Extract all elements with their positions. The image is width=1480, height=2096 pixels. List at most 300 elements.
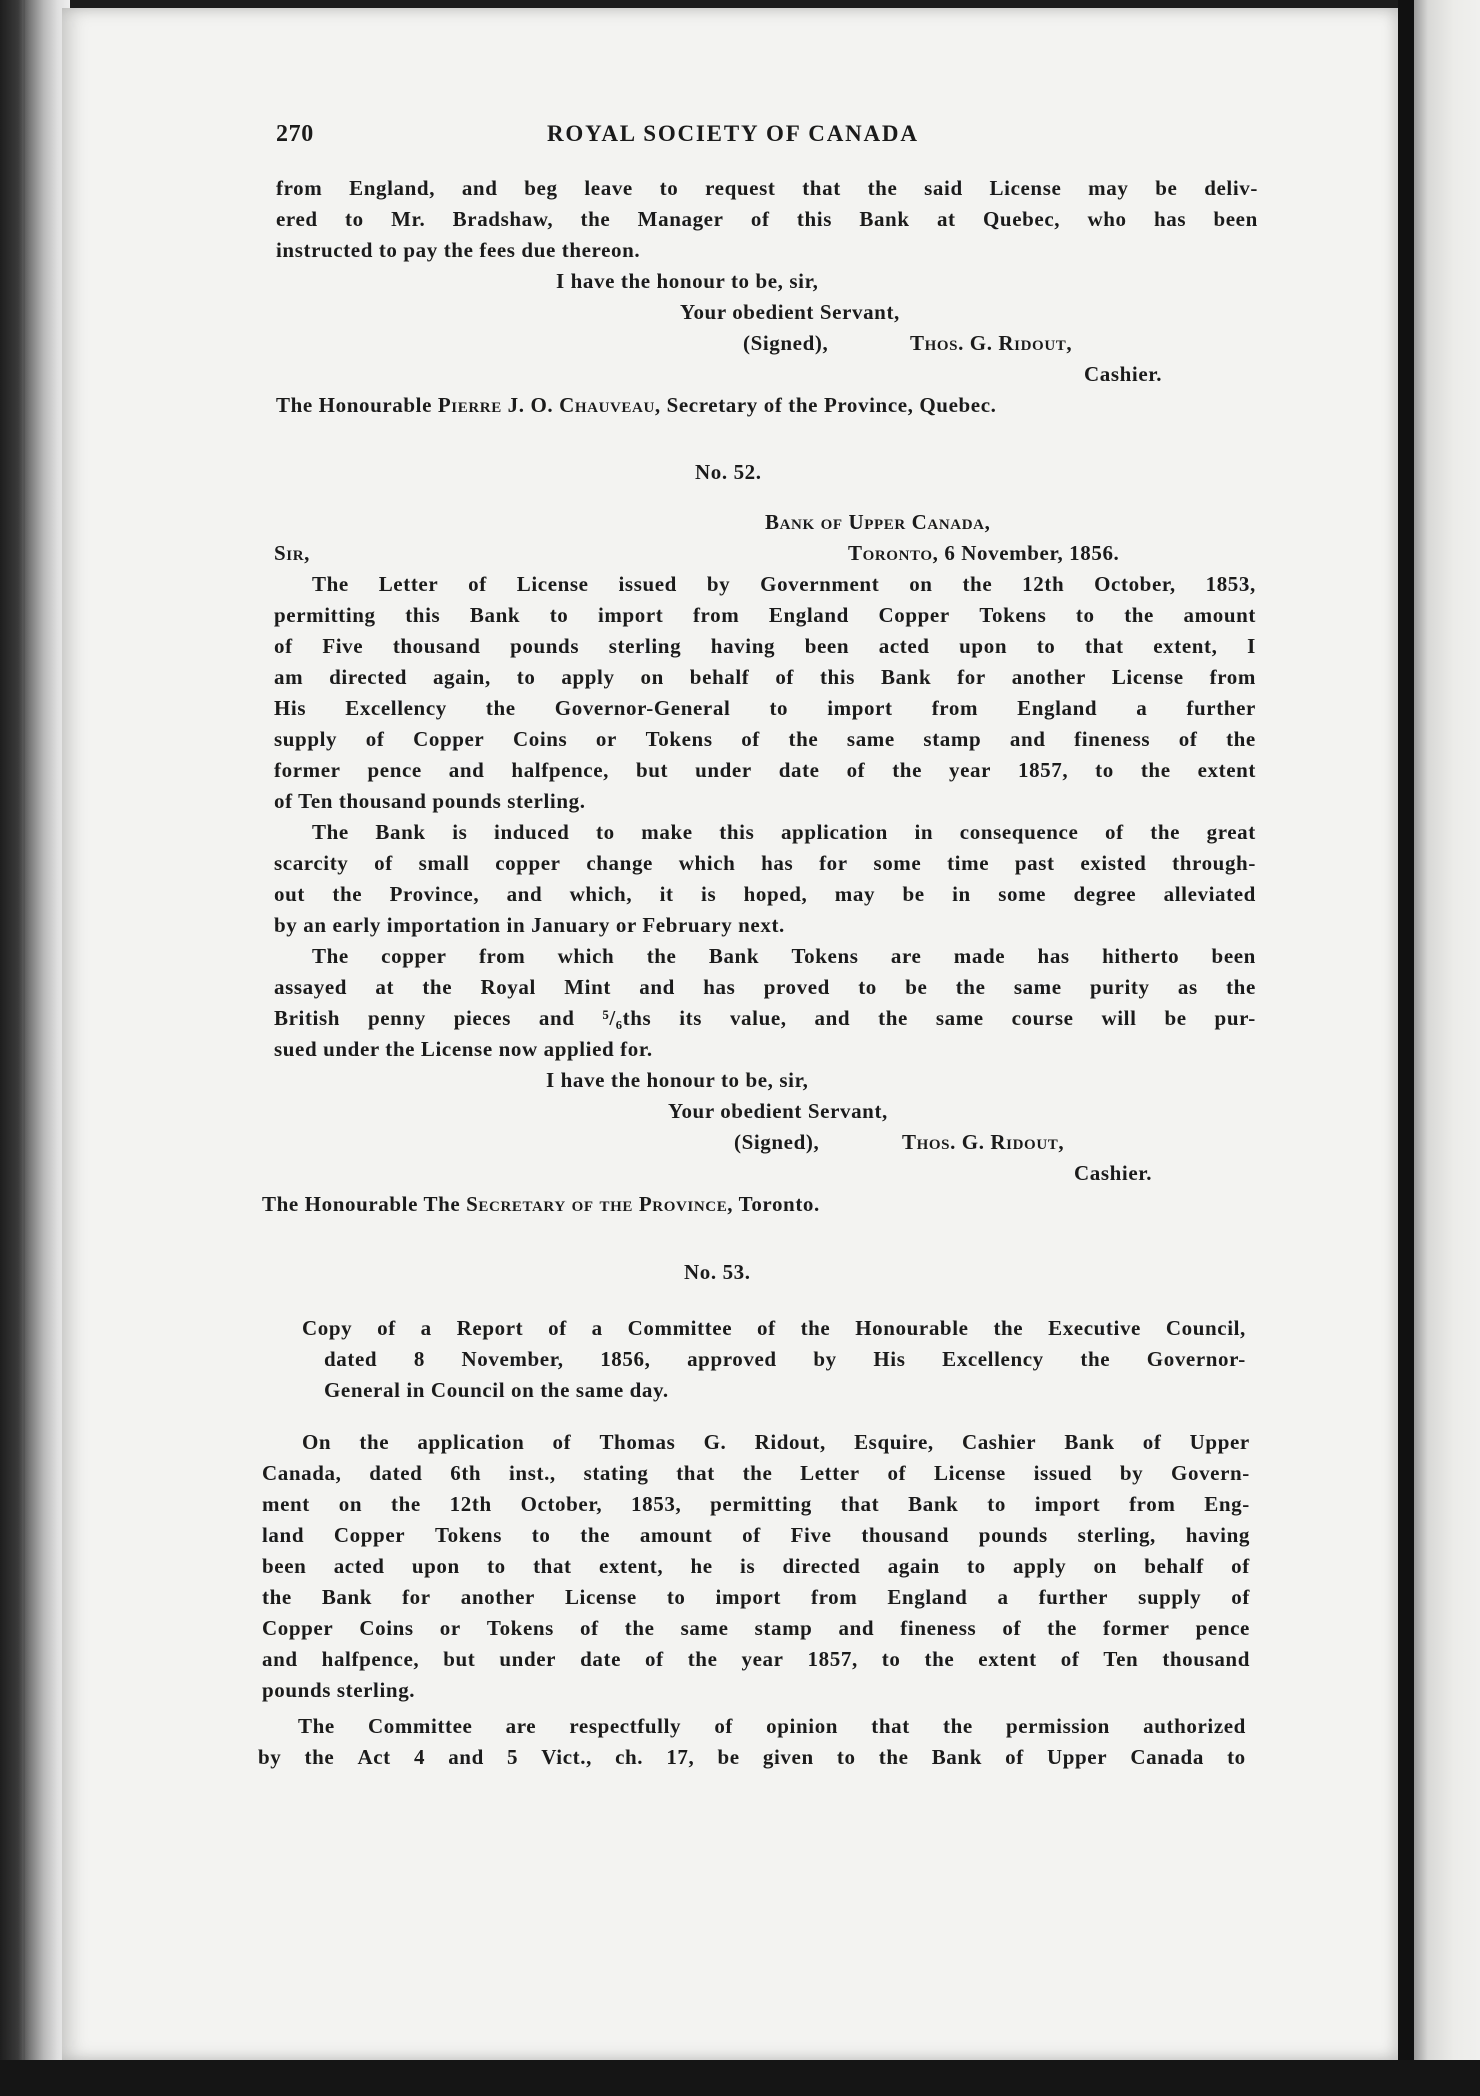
- addressee-prefix: The Honourable: [276, 393, 433, 417]
- word: Province,: [389, 882, 480, 906]
- text-line: [262, 1583, 1250, 1611]
- servant-line: Your obedient Servant,: [680, 300, 900, 324]
- word: the: [867, 176, 898, 200]
- word: that: [840, 1492, 880, 1516]
- word: extent: [978, 1647, 1037, 1671]
- word: which: [557, 944, 615, 968]
- text-line: [312, 942, 1256, 970]
- word: from: [931, 696, 979, 720]
- word: authorized: [1143, 1714, 1246, 1738]
- word: proved: [763, 975, 830, 999]
- word: of: [742, 1523, 761, 1547]
- word: 5: [507, 1745, 519, 1769]
- word: thousand: [392, 634, 481, 658]
- word: November,: [461, 1347, 564, 1371]
- facing-page-edge: [1414, 0, 1480, 2096]
- word: Esquire,: [854, 1430, 934, 1454]
- word: having: [710, 634, 776, 658]
- word: 12th: [1022, 572, 1065, 596]
- word: make: [641, 820, 693, 844]
- word: is: [452, 820, 468, 844]
- word: to: [1036, 634, 1056, 658]
- word: consequence: [959, 820, 1079, 844]
- word: Bank: [931, 1745, 982, 1769]
- word: His: [274, 696, 307, 720]
- word: from: [478, 944, 526, 968]
- word: ch.: [615, 1745, 644, 1769]
- word: directed: [329, 665, 408, 689]
- word: British: [274, 1006, 341, 1030]
- word: some: [998, 882, 1047, 906]
- word: of: [1178, 727, 1198, 751]
- word: on: [338, 1492, 363, 1516]
- word: Bank: [1064, 1430, 1115, 1454]
- word: the: [391, 1492, 421, 1516]
- word: of: [377, 1316, 396, 1340]
- text-line: [274, 756, 1256, 784]
- word: application: [417, 1430, 525, 1454]
- text-line: [274, 663, 1256, 691]
- word: 4: [413, 1745, 426, 1769]
- word: at: [936, 207, 956, 231]
- word: upon: [959, 634, 1008, 658]
- word: the: [924, 1647, 955, 1671]
- word: the: [942, 1714, 973, 1738]
- word: stamp: [754, 1616, 813, 1640]
- word: Bradshaw,: [452, 207, 554, 231]
- word: by: [1119, 1461, 1144, 1485]
- word: to: [769, 696, 789, 720]
- word: has: [703, 975, 736, 999]
- word: The: [312, 820, 349, 844]
- word: be: [717, 1745, 740, 1769]
- text-line: by an early importation in January or February next.: [274, 913, 785, 937]
- word: thousand: [1162, 1647, 1250, 1671]
- addressee-name: Secretary of the Province,: [466, 1192, 734, 1216]
- word: some: [873, 851, 922, 875]
- word: the: [1047, 1616, 1077, 1640]
- word: land: [262, 1523, 305, 1547]
- word: Governor-: [1146, 1347, 1246, 1371]
- signatory-title: Cashier.: [1084, 362, 1163, 386]
- word: of: [750, 207, 770, 231]
- word: Royal: [480, 975, 536, 999]
- word: to: [1075, 603, 1095, 627]
- word: On: [302, 1430, 332, 1454]
- report-heading-line: [302, 1314, 1246, 1342]
- word: former: [274, 758, 341, 782]
- word: Tokens: [791, 944, 859, 968]
- word: and: [538, 1006, 575, 1030]
- word: the: [580, 207, 611, 231]
- word: application: [780, 820, 888, 844]
- word: the: [624, 1616, 655, 1640]
- word: His: [873, 1347, 906, 1371]
- word: to: [987, 1492, 1006, 1516]
- text-line: [262, 1552, 1250, 1580]
- word: 17,: [666, 1745, 695, 1769]
- word: of: [374, 851, 393, 875]
- word: to: [666, 1585, 686, 1609]
- word: the: [646, 944, 677, 968]
- institution-name: Bank of Upper Canada,: [765, 510, 991, 534]
- word: of: [645, 1647, 664, 1671]
- text-line: [262, 1459, 1250, 1487]
- text-line: [312, 818, 1256, 846]
- word: again: [887, 1554, 940, 1578]
- word: pounds: [510, 634, 580, 658]
- text-line: [258, 1743, 1246, 1771]
- word: the: [742, 1461, 773, 1485]
- word: apply: [561, 665, 615, 689]
- word: Upper: [1189, 1430, 1250, 1454]
- signatory-name: Thos. G. Ridout,: [902, 1130, 1065, 1154]
- word: be: [902, 882, 925, 906]
- word: of: [365, 727, 385, 751]
- word: been: [804, 634, 850, 658]
- word: date: [580, 1647, 621, 1671]
- word: Honourable: [855, 1316, 969, 1340]
- word: the: [878, 1006, 908, 1030]
- word: induced: [494, 820, 570, 844]
- word: are: [890, 944, 922, 968]
- word: Vict.,: [541, 1745, 592, 1769]
- word: year: [741, 1647, 784, 1671]
- word: deliv-: [1204, 176, 1258, 200]
- word: the: [1150, 820, 1181, 844]
- word: assayed: [274, 975, 348, 999]
- word: from: [810, 1585, 858, 1609]
- text-line: instructed to pay the fees due thereon.: [276, 238, 641, 262]
- word: and: [506, 882, 543, 906]
- word: Govern-: [1171, 1461, 1250, 1485]
- word: value,: [729, 1006, 787, 1030]
- word: to: [858, 975, 877, 999]
- word: Excellency: [345, 696, 447, 720]
- word: but: [443, 1647, 476, 1671]
- word: pence: [367, 758, 422, 782]
- word: of: [1231, 1554, 1250, 1578]
- word: from: [1209, 665, 1256, 689]
- word: a: [591, 1316, 603, 1340]
- word: I: [1247, 634, 1256, 658]
- word: under: [695, 758, 752, 782]
- word: and: [814, 1006, 851, 1030]
- page-gutter: [1398, 0, 1414, 2096]
- word: has: [1037, 944, 1070, 968]
- word: and: [1009, 727, 1046, 751]
- word: are: [505, 1714, 537, 1738]
- word: 1857,: [807, 1647, 858, 1671]
- word: issued: [1033, 1461, 1093, 1485]
- word: to: [881, 1647, 901, 1671]
- word: has: [1153, 207, 1187, 231]
- word: the: [1226, 727, 1256, 751]
- word: same: [1013, 975, 1062, 999]
- text-line: [274, 880, 1256, 908]
- word: of: [1060, 1647, 1080, 1671]
- word: Mint: [564, 975, 611, 999]
- word: of: [1005, 1745, 1024, 1769]
- word: Letter: [378, 572, 439, 596]
- word: another: [460, 1585, 535, 1609]
- word: the: [580, 1523, 611, 1547]
- word: behalf: [1144, 1554, 1204, 1578]
- word: pounds: [978, 1523, 1048, 1547]
- dateline-place: Toronto,: [848, 541, 939, 565]
- word: import: [715, 1585, 781, 1609]
- word: this: [719, 820, 755, 844]
- word: Council,: [1165, 1316, 1246, 1340]
- word: this: [405, 603, 441, 627]
- word: the: [955, 975, 986, 999]
- salutation: Sir,: [274, 541, 310, 565]
- word: ered: [276, 207, 318, 231]
- word: issued: [618, 572, 677, 596]
- word: and: [448, 758, 485, 782]
- word: has: [761, 851, 794, 875]
- word: of: [775, 665, 795, 689]
- word: dated: [324, 1347, 378, 1371]
- word: England: [887, 1585, 968, 1609]
- word: am: [274, 665, 304, 689]
- word: extent: [1197, 758, 1256, 782]
- word: 1856,: [600, 1347, 651, 1371]
- dateline-date: 6 November, 1856.: [944, 541, 1120, 565]
- text-line: [276, 174, 1258, 202]
- word: be: [1164, 1006, 1187, 1030]
- report-heading-line: General in Council on the same day.: [324, 1378, 669, 1402]
- word: Committee: [627, 1316, 733, 1340]
- word: from: [692, 603, 740, 627]
- word: G.: [703, 1430, 727, 1454]
- word: to: [531, 1523, 551, 1547]
- word: extent,: [1153, 634, 1218, 658]
- word: to: [1095, 758, 1114, 782]
- text-line: [274, 849, 1256, 877]
- word: Committee: [367, 1714, 473, 1738]
- word: to: [516, 665, 536, 689]
- word: past: [1014, 851, 1055, 875]
- word: of: [552, 1430, 572, 1454]
- word: of: [757, 1316, 776, 1340]
- text-line: [312, 570, 1256, 598]
- word: Bank: [859, 207, 910, 231]
- text-line: [274, 725, 1256, 753]
- word: Cashier: [961, 1430, 1037, 1454]
- word: ⁵/₆ths: [602, 1006, 652, 1030]
- word: of: [1142, 1430, 1162, 1454]
- addressee-line: [262, 1190, 820, 1218]
- word: Executive: [1048, 1316, 1141, 1340]
- signed-label: (Signed),: [743, 331, 829, 355]
- dateline: [848, 539, 1119, 567]
- word: stamp: [923, 727, 982, 751]
- word: purity: [1090, 975, 1150, 999]
- closing-line: I have the honour to be, sir,: [546, 1068, 809, 1092]
- word: Bank: [321, 1585, 373, 1609]
- word: existed: [1080, 851, 1147, 875]
- word: of: [887, 1461, 907, 1485]
- word: this: [796, 207, 832, 231]
- word: Copper: [333, 1523, 406, 1547]
- word: dated: [369, 1461, 423, 1485]
- word: of: [741, 727, 760, 751]
- word: Government: [760, 572, 880, 596]
- word: Letter: [800, 1461, 860, 1485]
- word: the: [359, 1430, 390, 1454]
- word: of: [1231, 1585, 1250, 1609]
- text-line: [262, 1490, 1250, 1518]
- word: having: [1185, 1523, 1250, 1547]
- word: of: [548, 1316, 567, 1340]
- word: Coins: [359, 1616, 414, 1640]
- word: by: [706, 572, 731, 596]
- word: by: [258, 1745, 282, 1769]
- text-line: [274, 632, 1256, 660]
- servant-line: Your obedient Servant,: [668, 1099, 888, 1123]
- word: may: [834, 882, 876, 906]
- book-page: [62, 8, 1398, 2060]
- word: that: [1085, 634, 1124, 658]
- word: Tokens: [645, 727, 713, 751]
- word: respectfully: [569, 1714, 682, 1738]
- word: to: [487, 1554, 506, 1578]
- word: hoped,: [743, 882, 808, 906]
- word: on: [640, 665, 664, 689]
- word: is: [701, 882, 717, 906]
- word: import: [827, 696, 893, 720]
- word: the: [878, 1745, 909, 1769]
- word: Upper: [1046, 1745, 1108, 1769]
- word: approved: [687, 1347, 777, 1371]
- word: The: [312, 572, 349, 596]
- word: ment: [262, 1492, 310, 1516]
- word: sterling,: [1077, 1523, 1156, 1547]
- word: the: [485, 696, 516, 720]
- word: the: [962, 572, 993, 596]
- word: leave: [584, 176, 633, 200]
- word: the: [1140, 758, 1171, 782]
- word: Ridout,: [754, 1430, 826, 1454]
- word: given: [762, 1745, 814, 1769]
- word: the: [1226, 975, 1256, 999]
- word: to: [659, 176, 679, 200]
- word: which: [678, 851, 736, 875]
- word: Coins: [512, 727, 568, 751]
- addressee-suffix: Toronto.: [738, 1192, 820, 1216]
- word: England: [768, 603, 849, 627]
- word: that: [802, 176, 841, 200]
- closing-line: I have the honour to be, sir,: [556, 269, 819, 293]
- addressee-name: Pierre J. O. Chauveau,: [437, 393, 661, 417]
- running-title: ROYAL SOCIETY OF CANADA: [547, 121, 919, 146]
- word: fineness: [900, 1616, 977, 1640]
- word: further: [1186, 696, 1256, 720]
- word: amount: [639, 1523, 713, 1547]
- word: for: [957, 665, 986, 689]
- word: 12th: [449, 1492, 492, 1516]
- scan-bottom-edge: [0, 2060, 1480, 2096]
- word: another: [1011, 665, 1086, 689]
- word: to: [1227, 1745, 1246, 1769]
- word: through-: [1172, 851, 1256, 875]
- word: supply: [1138, 1585, 1202, 1609]
- word: permitting: [710, 1492, 812, 1516]
- word: year: [948, 758, 992, 782]
- text-line: [262, 1614, 1250, 1642]
- word: and: [461, 176, 498, 200]
- word: of: [1002, 1616, 1022, 1640]
- word: amount: [1183, 603, 1256, 627]
- word: in: [952, 882, 971, 906]
- word: Report: [456, 1316, 524, 1340]
- word: permitting: [274, 603, 376, 627]
- word: that: [533, 1554, 572, 1578]
- word: Copy: [302, 1316, 353, 1340]
- text-line: [274, 973, 1256, 1001]
- word: which,: [569, 882, 633, 906]
- word: its: [679, 1006, 703, 1030]
- word: the: [993, 1316, 1024, 1340]
- text-line: pounds sterling.: [262, 1678, 416, 1702]
- word: the: [262, 1585, 292, 1609]
- word: of: [846, 758, 866, 782]
- word: opinion: [766, 1714, 839, 1738]
- text-line: [262, 1645, 1250, 1673]
- word: the: [800, 1316, 831, 1340]
- word: Canada,: [262, 1461, 342, 1485]
- word: the: [304, 1745, 335, 1769]
- addressee-prefix: The Honourable The: [262, 1192, 461, 1216]
- word: been: [262, 1554, 307, 1578]
- word: further: [1038, 1585, 1109, 1609]
- word: of: [468, 572, 487, 596]
- word: been: [1213, 207, 1258, 231]
- word: 8: [413, 1347, 425, 1371]
- word: may: [1088, 176, 1129, 200]
- word: Quebec,: [983, 207, 1061, 231]
- word: Act: [357, 1745, 391, 1769]
- word: said: [924, 176, 963, 200]
- word: is: [740, 1554, 756, 1578]
- word: time: [947, 851, 990, 875]
- word: copper: [495, 851, 561, 875]
- word: inst.,: [509, 1461, 556, 1485]
- word: Excellency: [942, 1347, 1044, 1371]
- word: halfpence,: [511, 758, 609, 782]
- word: behalf: [689, 665, 750, 689]
- word: Canada: [1130, 1745, 1204, 1769]
- word: of: [714, 1714, 734, 1738]
- word: as: [1177, 975, 1198, 999]
- word: Thomas: [599, 1430, 676, 1454]
- word: that: [676, 1461, 715, 1485]
- word: stating: [583, 1461, 649, 1485]
- word: Ten: [1103, 1647, 1139, 1671]
- book-binding: [0, 0, 70, 2096]
- text-line: [262, 1521, 1250, 1549]
- word: supply: [274, 727, 338, 751]
- word: on: [909, 572, 933, 596]
- word: Tokens: [486, 1616, 554, 1640]
- word: from: [276, 176, 323, 200]
- word: will: [1101, 1006, 1137, 1030]
- word: License: [564, 1585, 637, 1609]
- text-line: [298, 1712, 1246, 1740]
- word: import: [597, 603, 664, 627]
- word: and: [262, 1647, 298, 1671]
